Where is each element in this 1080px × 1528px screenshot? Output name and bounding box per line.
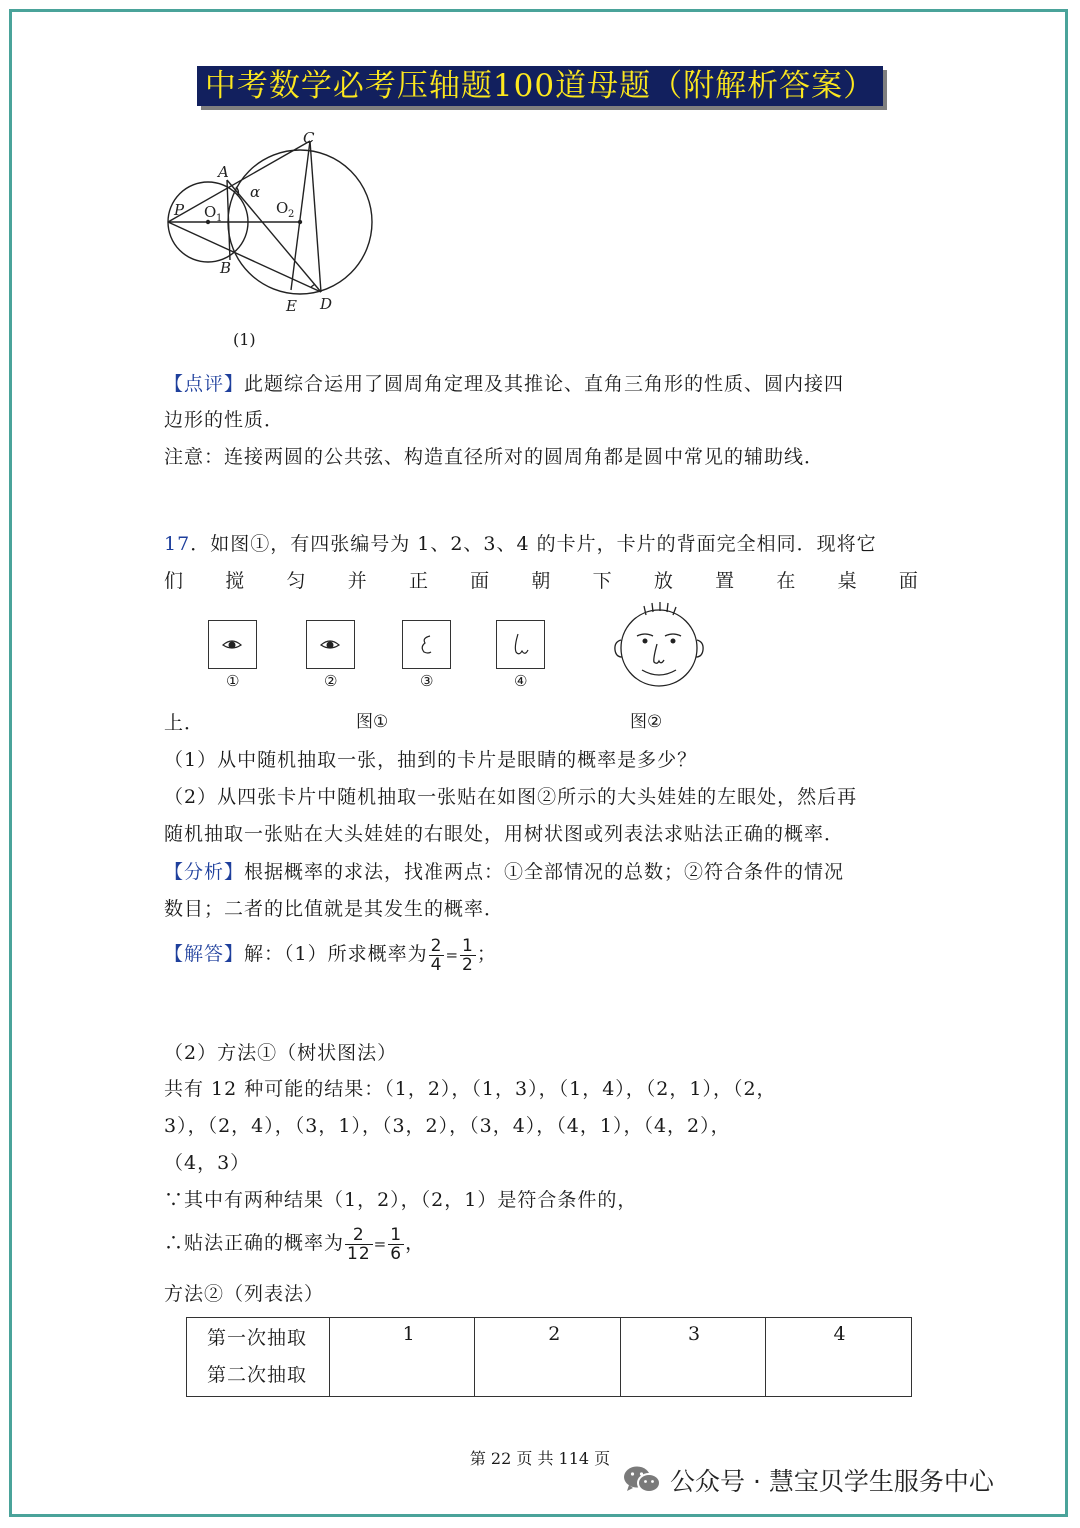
card-4-label: ④: [514, 672, 528, 690]
table-cell: 1: [329, 1318, 475, 1397]
analysis-tag: 【分析】: [164, 861, 245, 883]
watermark: [622, 1460, 994, 1500]
spread-char: 面: [898, 570, 918, 592]
analysis-line2: 数目；二者的比值就是其发生的概率．: [164, 898, 505, 920]
row-header-second: 第二次抽取: [207, 1364, 308, 1386]
comment-line1: 【点评】此题综合运用了圆周角定理及其推论、直角三角形的性质、圆内接四: [164, 373, 845, 395]
fig1-label: 图①: [356, 712, 389, 732]
answer-tag: 【解答】: [164, 943, 245, 965]
comment-note: 注意：连接两圆的公共弦、构造直径所对的圆周角都是圆中常见的辅助线．: [164, 446, 825, 468]
nose-icon: [497, 621, 543, 667]
method1-line5: ∴贴法正确的概率为 $\frac{2}{12}$ = $\frac{1}{6}$ ，: [164, 1224, 426, 1264]
card-1-label: ①: [226, 672, 240, 690]
q17-part2-line2: 随机抽取一张贴在大头娃娃的右眼处，用树状图或列表法求贴法正确的概率．: [164, 823, 845, 845]
q17-number: 17: [164, 533, 191, 555]
fraction-1-6: $\frac{1}{6}$: [390, 1224, 403, 1264]
spread-char: 在: [776, 570, 796, 592]
table-cell: 3: [621, 1318, 766, 1397]
label-o2: O: [276, 199, 289, 217]
label-a: A: [218, 163, 229, 181]
table-row: [187, 1318, 912, 1397]
fraction-2-12: $\frac{2}{12}$: [347, 1224, 371, 1264]
method1-line2: 3），（2，4），（3，1），（3，2），（3，4），（4，1），（4，2），: [164, 1115, 731, 1137]
ear-icon: [403, 621, 449, 667]
comment-line2: 边形的性质．: [164, 409, 285, 431]
figure1-caption: (1): [233, 330, 256, 349]
two-circles-figure: [160, 125, 390, 325]
spread-char: 置: [715, 570, 735, 592]
q17-line1: 17．如图①，有四张编号为 1、2、3、4 的卡片，卡片的背面完全相同．现将它: [164, 533, 877, 555]
label-p: P: [174, 201, 185, 219]
spread-char: 桌: [837, 570, 857, 592]
fraction-2-4: $\frac{2}{4}$: [430, 935, 443, 975]
table-cell: 2: [475, 1318, 621, 1397]
spread-char: 正: [408, 570, 428, 592]
fig2-label: 图②: [630, 712, 663, 732]
spread-char: 下: [592, 570, 612, 592]
analysis-line1: 【分析】根据概率的求法，找准两点：①全部情况的总数；②符合条件的情况: [164, 861, 845, 883]
eye-icon: [209, 621, 255, 667]
label-o1-sub: 1: [216, 213, 223, 224]
page-title: 中考数学必考压轴题100道母题（附解析答案）: [197, 66, 883, 106]
label-o2-sub: 2: [288, 209, 295, 220]
wechat-icon: [622, 1464, 662, 1496]
card-2: [306, 620, 355, 669]
method1-line3: （4，3）: [164, 1152, 251, 1174]
card-1: [208, 620, 257, 669]
spread-char: 匀: [286, 570, 306, 592]
method2-heading: 方法②（列表法）: [164, 1283, 325, 1305]
eye-icon: [307, 621, 353, 667]
card-4: [496, 620, 545, 669]
label-d: D: [320, 295, 333, 313]
method1-line4: ∵其中有两种结果（1，2），（2，1）是符合条件的，: [164, 1189, 638, 1211]
q17-part1: （1）从中随机抽取一张，抽到的卡片是眼睛的概率是多少？: [164, 749, 698, 771]
spread-char: 面: [470, 570, 490, 592]
spread-char: 们: [164, 570, 184, 592]
answer-line: 【解答】解：（1）所求概率为 $\frac{2}{4}$ = $\frac{1}{2}$ ；: [164, 935, 497, 975]
label-e: E: [286, 297, 297, 315]
q17-line3: 上．: [164, 712, 205, 734]
label-c: C: [303, 129, 315, 147]
q17-part2-line1: （2）从四张卡片中随机抽取一张贴在如图②所示的大头娃娃的左眼处，然后再: [164, 786, 858, 808]
spread-char: 并: [347, 570, 367, 592]
comment-tag: 【点评】: [164, 373, 245, 395]
spread-char: 放: [653, 570, 673, 592]
label-alpha: α: [250, 183, 261, 201]
label-b: B: [220, 259, 232, 277]
spread-char: 搅: [225, 570, 245, 592]
method1-heading: （2）方法①（树状图法）: [164, 1042, 398, 1064]
probability-table: [186, 1317, 912, 1397]
table-cell: 4: [766, 1318, 912, 1397]
label-o1: O: [204, 203, 217, 221]
row-header-first: 第一次抽取: [207, 1327, 308, 1349]
card-2-label: ②: [324, 672, 338, 690]
doll-head-figure: [608, 600, 710, 696]
fraction-1-2: $\frac{1}{2}$: [462, 935, 474, 975]
page-number: 第 22 页 共 114 页: [469, 1449, 611, 1468]
method1-line1: 共有 12 种可能的结果：（1，2），（1，3），（1，4），（2，1），（2，: [164, 1078, 777, 1100]
card-3: [402, 620, 451, 669]
watermark-text: 公众号 · 慧宝贝学生服务中心: [670, 1467, 994, 1496]
table-header-cell: [187, 1318, 330, 1397]
q17-spread-line: [164, 569, 918, 593]
card-3-label: ③: [420, 672, 434, 690]
spread-char: 朝: [531, 570, 551, 592]
